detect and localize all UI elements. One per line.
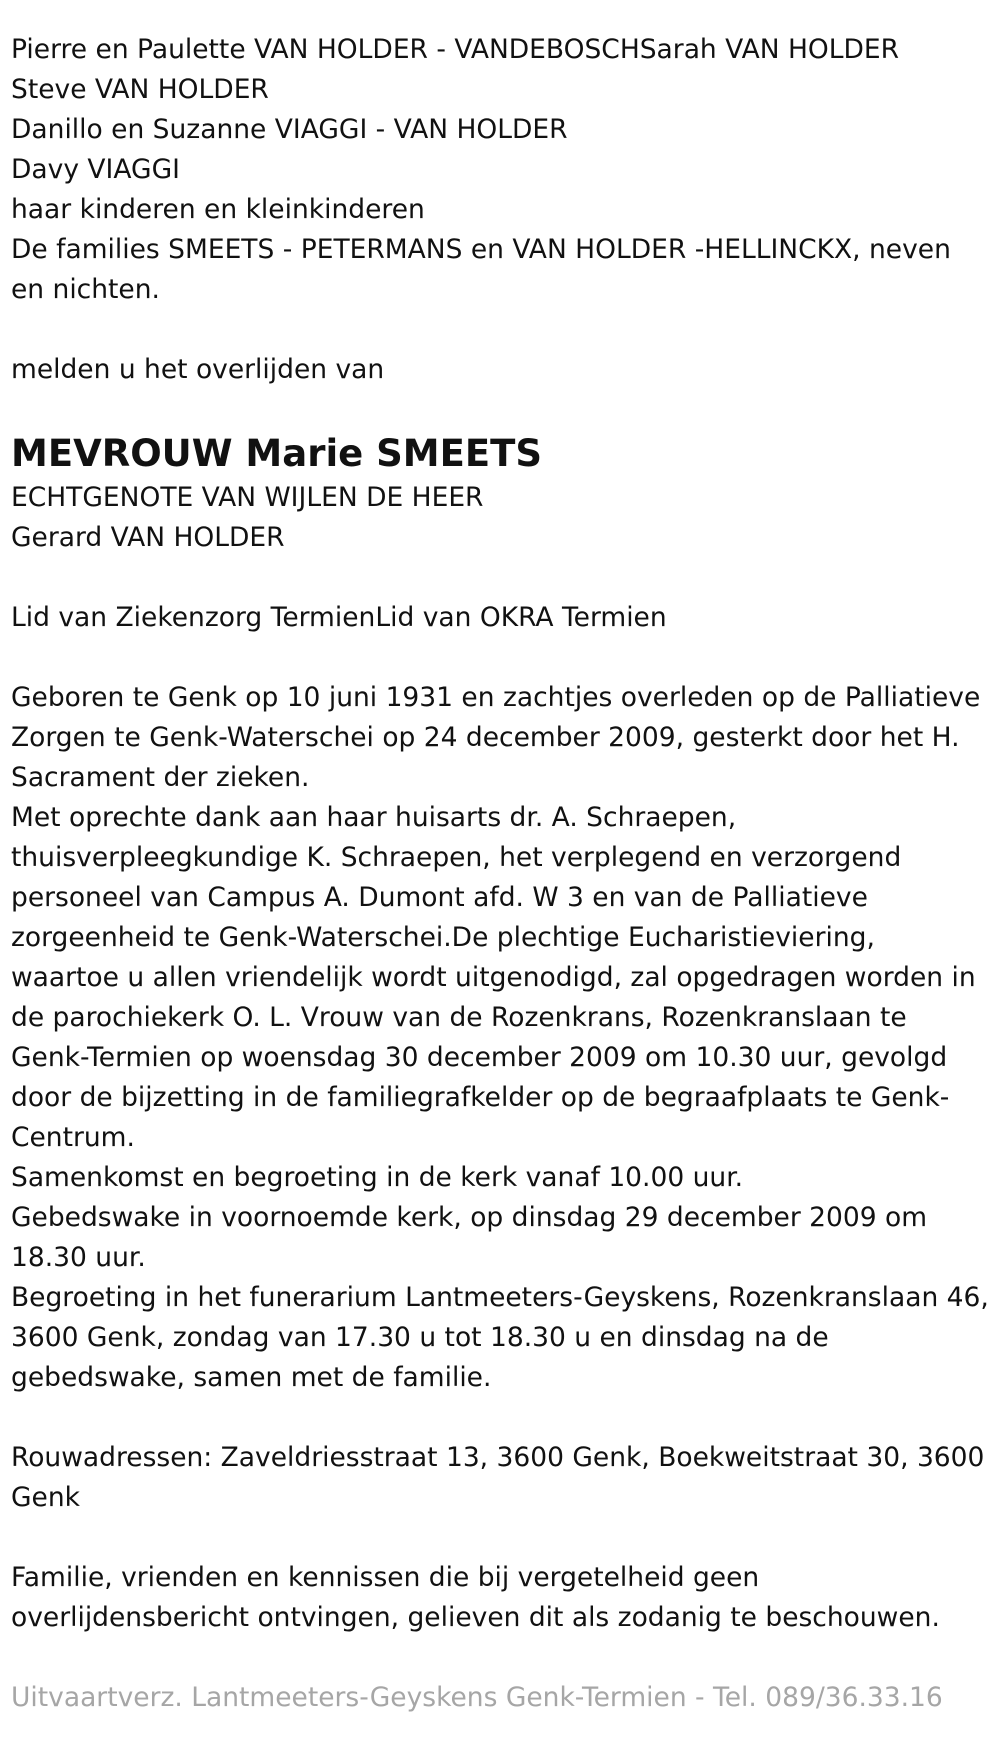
addresses-text: Rouwadressen: Zaveldriesstraat 13, 3600 Genk, Boekweitstraat 30, 3600 Genk: [11, 1442, 993, 1513]
funeral-home-footer: Uitvaartverz. Lantmeeters-Geyskens Genk-Termien - Tel. 089/36.33.16: [11, 1682, 943, 1713]
memberships-text: Lid van Ziekenzorg TermienLid van OKRA Termien: [11, 602, 667, 633]
details-paragraph: Met oprechte dank aan haar huisarts dr. A. Schraepen, thuisverpleegkundige K. Schraepen, het verplegend en verzorgend personeel van Campus A. Dumont afd. W 3 en van de Palliatieve zorgeenheid te Genk-Waterschei.De plechtige Eucharistieviering, waartoe u allen vriendelijk wordt uitgenodigd, zal opgedragen worden in de parochiekerk O. L. Vrouw van de Rozenkrans, Rozenkranslaan te Genk-Termien op woensdag 30 december 2009 om 10.30 uur, gevolgd door de bijzetting in de familiegrafkelder op de begraafplaats te Genk-Centrum.: [11, 802, 985, 1153]
details-paragraph: Gebedswake in voornoemde kerk, op dinsdag 29 december 2009 om 18.30 uur.: [11, 1202, 936, 1273]
spacer: [11, 558, 991, 598]
details-paragraph: Samenkomst en begroeting in de kerk vanaf 10.00 uur.: [11, 1162, 744, 1193]
closing-text: Familie, vrienden en kennissen die bij vergetelheid geen overlijdensbericht ontvingen, gelieven dit als zodanig te beschouwen.: [11, 1562, 940, 1633]
details-paragraph: Geboren te Genk op 10 juni 1931 en zachtjes overleden op de Palliatieve Zorgen te Genk-Waterschei op 24 december 2009, gesterkt door het H. Sacrament der zieken.: [11, 682, 989, 793]
deceased-relation: ECHTGENOTE VAN WIJLEN DE HEER: [11, 482, 484, 513]
family-line: haar kinderen en kleinkinderen: [11, 194, 425, 225]
spacer: [11, 1518, 991, 1558]
spacer: [11, 638, 991, 678]
spacer: [11, 1398, 991, 1438]
deceased-name: MEVROUW Marie SMEETS: [11, 432, 543, 475]
spouse-name: Gerard VAN HOLDER: [11, 522, 285, 553]
announcement-text: melden u het overlijden van: [11, 354, 385, 385]
details-paragraph: Begroeting in het funerarium Lantmeeters-Geyskens, Rozenkranslaan 46, 3600 Genk, zondag van 17.30 u tot 18.30 u en dinsdag na de gebedswake, samen met de familie.: [11, 1282, 998, 1393]
details-section: [11, 678, 998, 1398]
death-notice: [11, 30, 998, 1718]
family-line: Danillo en Suzanne VIAGGI - VAN HOLDER: [11, 114, 568, 145]
family-line: Steve VAN HOLDER: [11, 74, 269, 105]
family-list: [11, 30, 991, 310]
family-line: Davy VIAGGI: [11, 154, 180, 185]
family-line: De families SMEETS - PETERMANS en VAN HOLDER -HELLINCKX, neven en nichten.: [11, 234, 960, 305]
spacer: [11, 1638, 991, 1678]
family-line: Pierre en Paulette VAN HOLDER - VANDEBOSCHSarah VAN HOLDER: [11, 34, 900, 65]
spacer: [11, 390, 991, 430]
spacer: [11, 310, 991, 350]
